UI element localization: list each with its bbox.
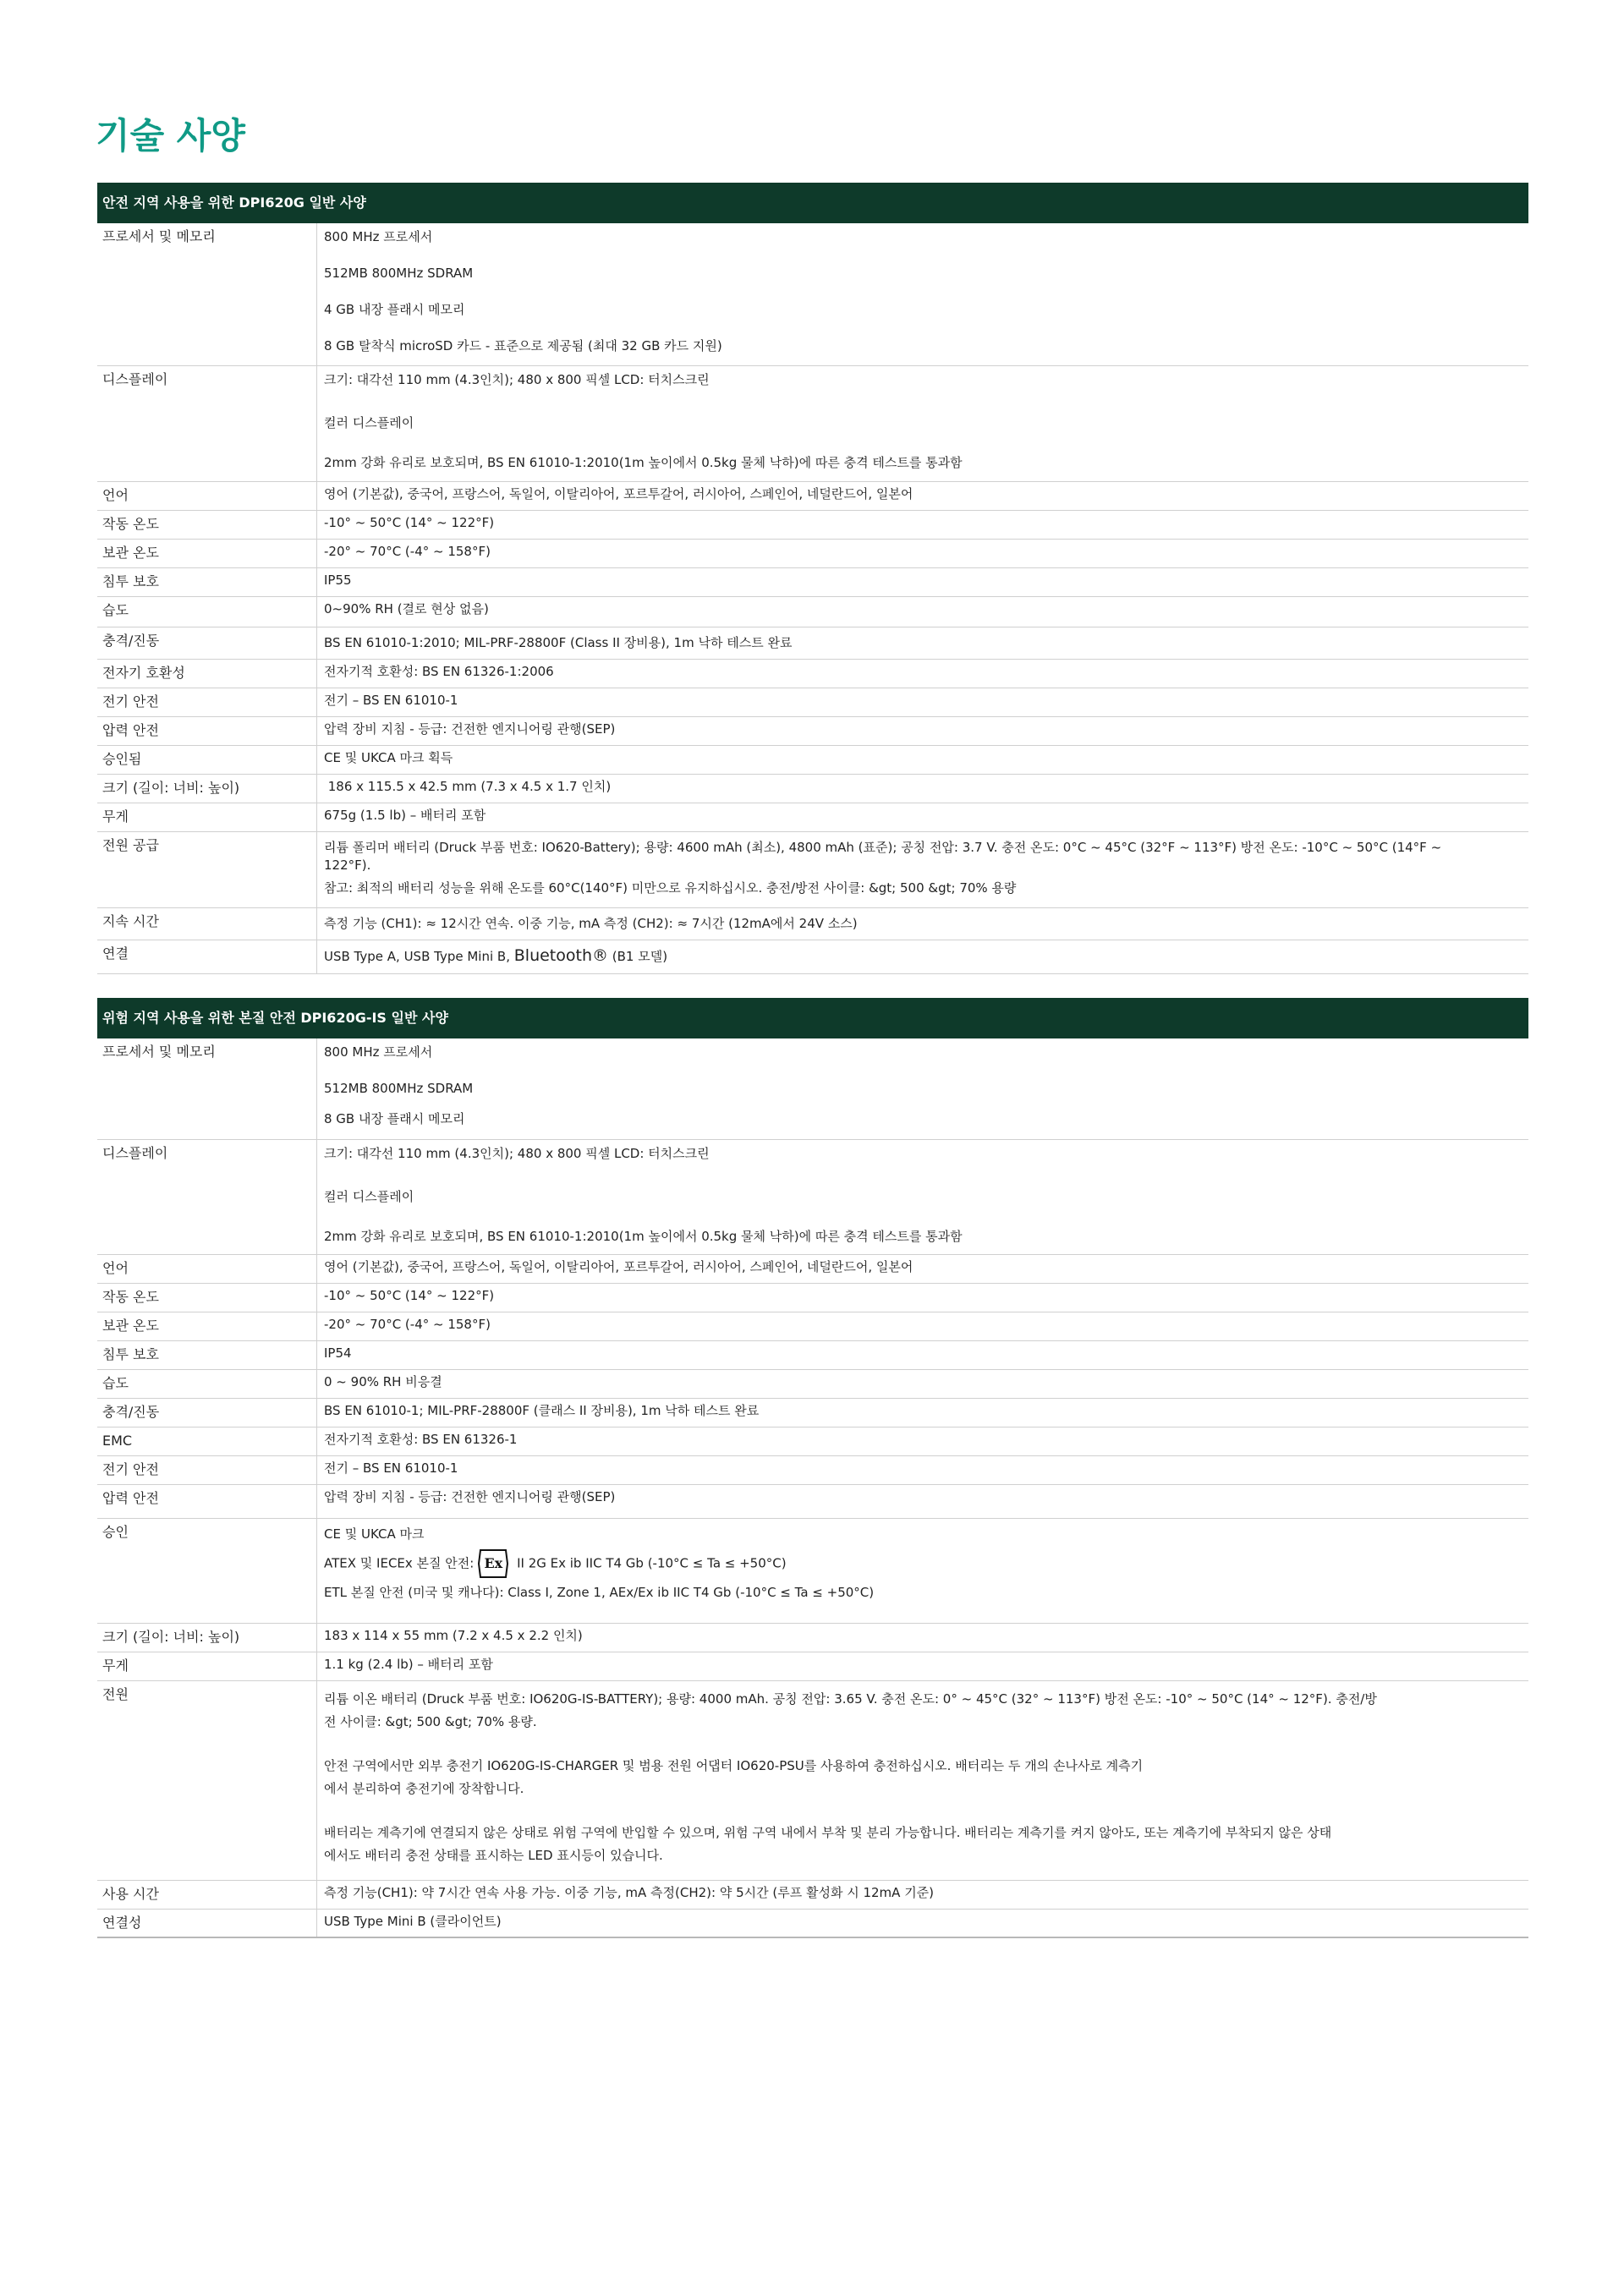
spec-value: 리튬 이온 배터리 (Druck 부품 번호: IO620G-IS-BATTERY); 용량: 4000 mAh. 공칭 전압: 3.65 V. 충전 온도: 0° ~ 45°C (32° ~ 113°F) 방전 온도: -10° ~ 50°C (14° ~ 12°F). 충전/방 xyxy=(324,1691,1377,1707)
spec-label: EMC xyxy=(97,1427,317,1455)
spec-label: 언어 xyxy=(97,482,317,510)
spec-label: 습도 xyxy=(97,1370,317,1398)
spec-row-ingress xyxy=(97,1341,1528,1370)
spec-row-storage-temp xyxy=(97,1312,1528,1341)
spec-value: 컬러 디스플레이 xyxy=(324,1189,414,1204)
spec-label: 지속 시간 xyxy=(97,908,317,940)
spec-value: 800 MHz 프로세서 xyxy=(324,229,433,244)
spec-label: 압력 안전 xyxy=(97,717,317,745)
spec-row-connectivity xyxy=(97,1910,1528,1938)
spec-value: 압력 장비 지침 - 등급: 건전한 엔지니어링 관행(SEP) xyxy=(324,1489,616,1504)
spec-row-language xyxy=(97,482,1528,511)
spec-value: 122°F). xyxy=(324,858,371,873)
spec-value: 안전 구역에서만 외부 충전기 IO620G-IS-CHARGER 및 범용 전원 어댑터 IO620-PSU를 사용하여 충전하십시오. 배터리는 두 개의 손나사로 계측기 xyxy=(324,1758,1144,1773)
ex-mark-icon: Ex xyxy=(477,1548,509,1579)
spec-value: 영어 (기본값), 중국어, 프랑스어, 독일어, 이탈리아어, 포르투갈어, 러시아어, 스페인어, 네덜란드어, 일본어 xyxy=(324,1259,914,1274)
spec-label: 승인 xyxy=(97,1519,317,1623)
spec-row-duration xyxy=(97,908,1528,940)
spec-label: 디스플레이 xyxy=(97,366,317,481)
spec-table-hazardous-area xyxy=(97,998,1528,1938)
spec-row-emc xyxy=(97,660,1528,688)
spec-row-emc xyxy=(97,1427,1528,1456)
spec-value: 에서도 배터리 충전 상태를 표시하는 LED 표시등이 있습니다. xyxy=(324,1848,663,1863)
spec-row-operating-temp xyxy=(97,1284,1528,1312)
spec-label: 프로세서 및 메모리 xyxy=(97,223,317,365)
spec-value: -20° ~ 70°C (-4° ~ 158°F) xyxy=(324,1317,491,1332)
spec-value: 8 GB 탈착식 microSD 카드 - 표준으로 제공됨 (최대 32 GB 카드 지원) xyxy=(324,338,722,353)
spec-value: 영어 (기본값), 중국어, 프랑스어, 독일어, 이탈리아어, 포르투갈어, 러시아어, 스페인어, 네덜란드어, 일본어 xyxy=(324,486,914,501)
spec-label: 디스플레이 xyxy=(97,1140,317,1254)
spec-row-electrical-safety xyxy=(97,688,1528,717)
spec-value: 전자기적 호환성: BS EN 61326-1 xyxy=(324,1432,518,1447)
spec-value: 전자기적 호환성: BS EN 61326-1:2006 xyxy=(324,664,554,679)
spec-label: 보관 온도 xyxy=(97,1312,317,1340)
spec-value: CE 및 UKCA 마크 xyxy=(324,1526,425,1542)
spec-value: 675g (1.5 lb) – 배터리 포함 xyxy=(324,808,486,823)
spec-label: 작동 온도 xyxy=(97,511,317,539)
spec-value: BS EN 61010-1:2010; MIL-PRF-28800F (Class II 장비용), 1m 낙하 테스트 완료 xyxy=(324,635,793,650)
spec-value: 크기: 대각선 110 mm (4.3인치); 480 x 800 픽셀 LCD: 터치스크린 xyxy=(324,372,710,387)
spec-label: 작동 온도 xyxy=(97,1284,317,1312)
spec-row-language xyxy=(97,1255,1528,1284)
spec-value: 4 GB 내장 플래시 메모리 xyxy=(324,302,465,317)
spec-value: ETL 본질 안전 (미국 및 캐나다): Class I, Zone 1, AEx/Ex ib IIC T4 Gb (-10°C ≤ Ta ≤ +50°C) xyxy=(324,1585,875,1600)
spec-value: 2mm 강화 유리로 보호되며, BS EN 61010-1:2010(1m 높이에서 0.5kg 물체 낙하)에 따른 충격 테스트를 통과함 xyxy=(324,1229,963,1244)
spec-label: 습도 xyxy=(97,597,317,627)
spec-row-size xyxy=(97,775,1528,803)
spec-row-ingress xyxy=(97,568,1528,597)
spec-value: 배터리는 계측기에 연결되지 않은 상태로 위험 구역에 반입할 수 있으며, 위험 구역 내에서 부착 및 분리 가능합니다. 배터리는 계측기를 켜지 않아도, 또는 계측기에 부착되지 않은 상태 xyxy=(324,1825,1332,1840)
spec-value: 1.1 kg (2.4 lb) – 배터리 포함 xyxy=(324,1657,493,1672)
spec-label: 연결성 xyxy=(97,1910,317,1937)
spec-label: 전자기 호환성 xyxy=(97,660,317,688)
spec-row-shock xyxy=(97,627,1528,660)
spec-value: IP55 xyxy=(324,573,352,588)
spec-row-humidity xyxy=(97,1370,1528,1399)
spec-value: 리튬 폴리머 배터리 (Druck 부품 번호: IO620-Battery); 용량: 4600 mAh (최소), 4800 mAh (표준); 공칭 전압: 3.7 V. 충전 온도: 0°C ~ 45°C (32°F ~ 113°F) 방전 온도: -10°C ~ 50°C (14°F ~ xyxy=(324,840,1442,855)
spec-row-usage-time xyxy=(97,1881,1528,1910)
spec-label: 언어 xyxy=(97,1255,317,1283)
spec-value: -10° ~ 50°C (14° ~ 122°F) xyxy=(324,1288,495,1303)
spec-label: 충격/진동 xyxy=(97,627,317,659)
spec-row-power xyxy=(97,832,1528,908)
spec-label: 프로세서 및 메모리 xyxy=(97,1038,317,1139)
spec-row-connectivity xyxy=(97,940,1528,974)
spec-row-processor xyxy=(97,1038,1528,1140)
spec-row-weight xyxy=(97,1652,1528,1681)
spec-row-approvals xyxy=(97,746,1528,775)
spec-label: 사용 시간 xyxy=(97,1881,317,1909)
spec-value: 측정 기능 (CH1): ≈ 12시간 연속. 이중 기능, mA 측정 (CH2): ≈ 7시간 (12mA에서 24V 소스) xyxy=(324,916,858,931)
spec-label: 충격/진동 xyxy=(97,1399,317,1427)
spec-row-electrical-safety xyxy=(97,1456,1528,1485)
spec-label: 침투 보호 xyxy=(97,1341,317,1369)
spec-value: (B1 모델) xyxy=(608,949,668,964)
spec-value: -20° ~ 70°C (-4° ~ 158°F) xyxy=(324,544,491,559)
section-header: 위험 지역 사용을 위한 본질 안전 DPI620G-IS 일반 사양 xyxy=(97,998,1528,1038)
spec-value: BS EN 61010-1; MIL-PRF-28800F (클래스 II 장비용), 1m 낙하 테스트 완료 xyxy=(324,1403,760,1418)
spec-label: 압력 안전 xyxy=(97,1485,317,1518)
spec-label: 연결 xyxy=(97,940,317,973)
spec-value: 183 x 114 x 55 mm (7.2 x 4.5 x 2.2 인치) xyxy=(324,1628,583,1643)
section-header: 안전 지역 사용을 위한 DPI620G 일반 사양 xyxy=(97,183,1528,223)
spec-label: 무게 xyxy=(97,1652,317,1680)
spec-label: 전원 공급 xyxy=(97,832,317,907)
spec-value: 전기 – BS EN 61010-1 xyxy=(324,693,458,708)
spec-value: 186 x 115.5 x 42.5 mm (7.3 x 4.5 x 1.7 인치) xyxy=(324,779,612,794)
spec-row-shock xyxy=(97,1399,1528,1427)
spec-row-pressure-safety xyxy=(97,717,1528,746)
spec-row-processor xyxy=(97,223,1528,366)
spec-row-approvals xyxy=(97,1519,1528,1624)
spec-row-operating-temp xyxy=(97,511,1528,540)
spec-label: 침투 보호 xyxy=(97,568,317,596)
spec-value: 전 사이클: &gt; 500 &gt; 70% 용량. xyxy=(324,1714,537,1729)
spec-label: 크기 (길이: 너비: 높이) xyxy=(97,1624,317,1652)
page-title: 기술 사양 xyxy=(96,115,245,156)
spec-value: 압력 장비 지침 - 등급: 건전한 엔지니어링 관행(SEP) xyxy=(324,721,616,737)
spec-label: 크기 (길이: 너비: 높이) xyxy=(97,775,317,803)
spec-value: 512MB 800MHz SDRAM xyxy=(324,266,474,281)
spec-value: USB Type A, USB Type Mini B, xyxy=(324,949,514,964)
spec-label: 전기 안전 xyxy=(97,688,317,716)
spec-value: 512MB 800MHz SDRAM xyxy=(324,1081,474,1096)
spec-value: ATEX 및 IECEx 본질 안전: xyxy=(324,1555,475,1571)
spec-value: 0 ~ 90% RH 비응결 xyxy=(324,1374,442,1389)
spec-row-humidity xyxy=(97,597,1528,627)
spec-row-size xyxy=(97,1624,1528,1652)
spec-label: 전기 안전 xyxy=(97,1456,317,1484)
spec-value: 에서 분리하여 충전기에 장착합니다. xyxy=(324,1781,524,1796)
spec-value: 크기: 대각선 110 mm (4.3인치); 480 x 800 픽셀 LCD: 터치스크린 xyxy=(324,1146,710,1161)
spec-value: 컬러 디스플레이 xyxy=(324,415,414,430)
spec-row-pressure-safety xyxy=(97,1485,1528,1519)
spec-value: USB Type Mini B (클라이언트) xyxy=(324,1914,502,1929)
spec-label: 전원 xyxy=(97,1681,317,1880)
spec-value: -10° ~ 50°C (14° ~ 122°F) xyxy=(324,515,495,530)
spec-value: 2mm 강화 유리로 보호되며, BS EN 61010-1:2010(1m 높이에서 0.5kg 물체 낙하)에 따른 충격 테스트를 통과함 xyxy=(324,455,963,470)
spec-row-weight xyxy=(97,803,1528,832)
spec-label: 승인됨 xyxy=(97,746,317,774)
spec-value: 측정 기능(CH1): 약 7시간 연속 사용 가능. 이중 기능, mA 측정(CH2): 약 5시간 (루프 활성화 시 12mA 기준) xyxy=(324,1885,935,1900)
spec-value: II 2G Ex ib IIC T4 Gb (-10°C ≤ Ta ≤ +50°C) xyxy=(513,1555,787,1571)
spec-row-power xyxy=(97,1681,1528,1881)
spec-value-bluetooth: Bluetooth® xyxy=(513,946,608,965)
spec-value: 800 MHz 프로세서 xyxy=(324,1044,433,1060)
spec-label: 보관 온도 xyxy=(97,540,317,567)
spec-value: IP54 xyxy=(324,1345,352,1361)
spec-row-display xyxy=(97,366,1528,482)
spec-value: CE 및 UKCA 마크 획득 xyxy=(324,750,453,765)
spec-label: 무게 xyxy=(97,803,317,831)
spec-value: 참고: 최적의 배터리 성능을 위해 온도를 60°C(140°F) 미만으로 유지하십시오. 충전/방전 사이클: &gt; 500 &gt; 70% 용량 xyxy=(324,880,1017,896)
spec-value: 전기 – BS EN 61010-1 xyxy=(324,1460,458,1476)
spec-row-display xyxy=(97,1140,1528,1255)
spec-value: 0~90% RH (결로 현상 없음) xyxy=(324,601,489,616)
spec-value: 8 GB 내장 플래시 메모리 xyxy=(324,1111,465,1126)
spec-row-storage-temp xyxy=(97,540,1528,568)
spec-table-safe-area xyxy=(97,183,1528,974)
